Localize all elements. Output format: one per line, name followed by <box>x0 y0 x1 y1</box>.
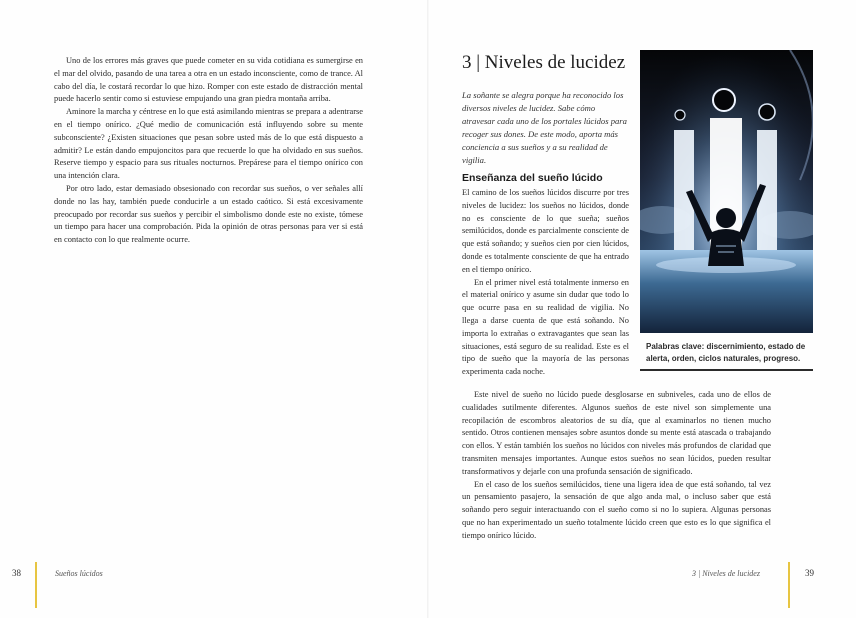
right-column-body <box>462 187 629 379</box>
figure-caption: Palabras clave: discernimiento, estado de alerta, orden, ciclos naturales, progreso. <box>646 342 806 363</box>
left-page-number: 38 <box>12 568 21 578</box>
left-footer-rule <box>35 562 37 608</box>
left-paragraph-3: Por otro lado, estar demasiado obsesionado con recordar sus sueños, o ver señales allí donde no las hay, también puede conducirle a un estado caótico. Si está excesivamente preocupado por recordar sus sueños y percibir el simbolismo donde este no existe, tómese un tiempo para hacer una comprobación. Pida la opinión de otras personas para ver si está en contacto con lo que realmente ocurre. <box>54 183 363 245</box>
right-footer-rule <box>788 562 790 608</box>
right-wide-body <box>462 389 771 543</box>
section-heading: Enseñanza del sueño lúcido <box>462 172 603 184</box>
left-paragraph-2: Aminore la marcha y céntrese en lo que está asimilando mientras se prepara a adentrarse en el tiempo onírico. ¿Qué medio de comunicación está influyendo sobre su mente subconsciente? ¿Existen situaciones que pesan sobre usted más de lo que está dispuesto a admitir? Le están dando empujoncitos para que recuerde lo que ha olvidado en sus sueños. Reserve tiempo y espacio para sus rituales nocturnos. Prepárese para el tiempo onírico con una intención clara. <box>54 107 363 181</box>
caption-rule <box>640 369 813 371</box>
right-paragraph-2: En el primer nivel está totalmente inmerso en el material onírico y asume sin dudar que todo lo que ocurre pasa en su realidad de vigilia. No llega a darse cuenta de que está soñando. No importa lo extrañas o extravagantes que sean las situaciones, está seguro de su realidad. Este es el tipo de sueño que la mayoría de las personas experimenta cada noche. <box>462 277 629 377</box>
right-running-head: 3 | Niveles de lucidez <box>692 569 760 578</box>
right-paragraph-4: En el caso de los sueños semilúcidos, tiene una ligera idea de que está soñando, tal vez un pensamiento pasajero, la sensación de que algo anda mal, o incluso saber que está soñando pero seguir interactuando con el sueño como si no lo supiera. Algunas personas que no han experimentado un sueño totalmente lúcido creen que esto es lo que significa el tiempo onírico lúcido. <box>462 479 771 540</box>
chapter-intro: La soñante se alegra porque ha reconocido los diversos niveles de lucidez. Sabe cómo atravesar cada uno de los portales lúcidos para recoger sus dones. De este modo, aporta más conciencia a sus sueños y a su realidad de vigilia. <box>462 90 627 165</box>
right-paragraph-1: El camino de los sueños lúcidos discurre por tres niveles de lucidez: los sueños no lúcidos, donde no es consciente de lo que sueña; sueños semilúcidos, donde es parcialmente consciente de que está soñando; y sueños cien por cien lúcidos, donde es totalmente consciente de que ha entrado en el tiempo onírico. <box>462 188 629 274</box>
right-page-number: 39 <box>805 568 814 578</box>
right-paragraph-3: Este nivel de sueño no lúcido puede desglosarse en subniveles, cada uno de ellos de cualidades sutilmente diferentes. Algunos sueños de este nivel son simplemente una recopilación de escombros aleatorios de su día, que al examinarlos no tienen mucho sentido. Otros contienen mensajes sobre asuntos donde su mente está atascada o trabajando con ellos. Y están también los sueños no lúcidos con niveles más profundos de claridad que transmiten mensajes importantes. Aunque estos sueños no sean lúcidos, pueden resultar transformativos y dejarle con una profunda sensación de significado. <box>462 390 771 476</box>
eclipse-icon <box>713 89 735 111</box>
chapter-title: 3 | Niveles de lucidez <box>462 52 626 73</box>
left-page-body <box>54 55 363 247</box>
left-paragraph-1: Uno de los errores más graves que puede cometer en su vida cotidiana es sumergirse en el mar del olvido, pasando de una tarea a otra en un estado inconsciente, como de trance. Al cabo del día, le costará recordar lo que hizo. Romper con este estado de distracción mental puede hacerlo sentir como si estuviese empujando una gran piedra montaña arriba. <box>54 56 363 104</box>
book-gutter <box>427 0 429 618</box>
left-running-head: Sueños lúcidos <box>55 569 103 578</box>
dream-illustration <box>640 50 813 333</box>
